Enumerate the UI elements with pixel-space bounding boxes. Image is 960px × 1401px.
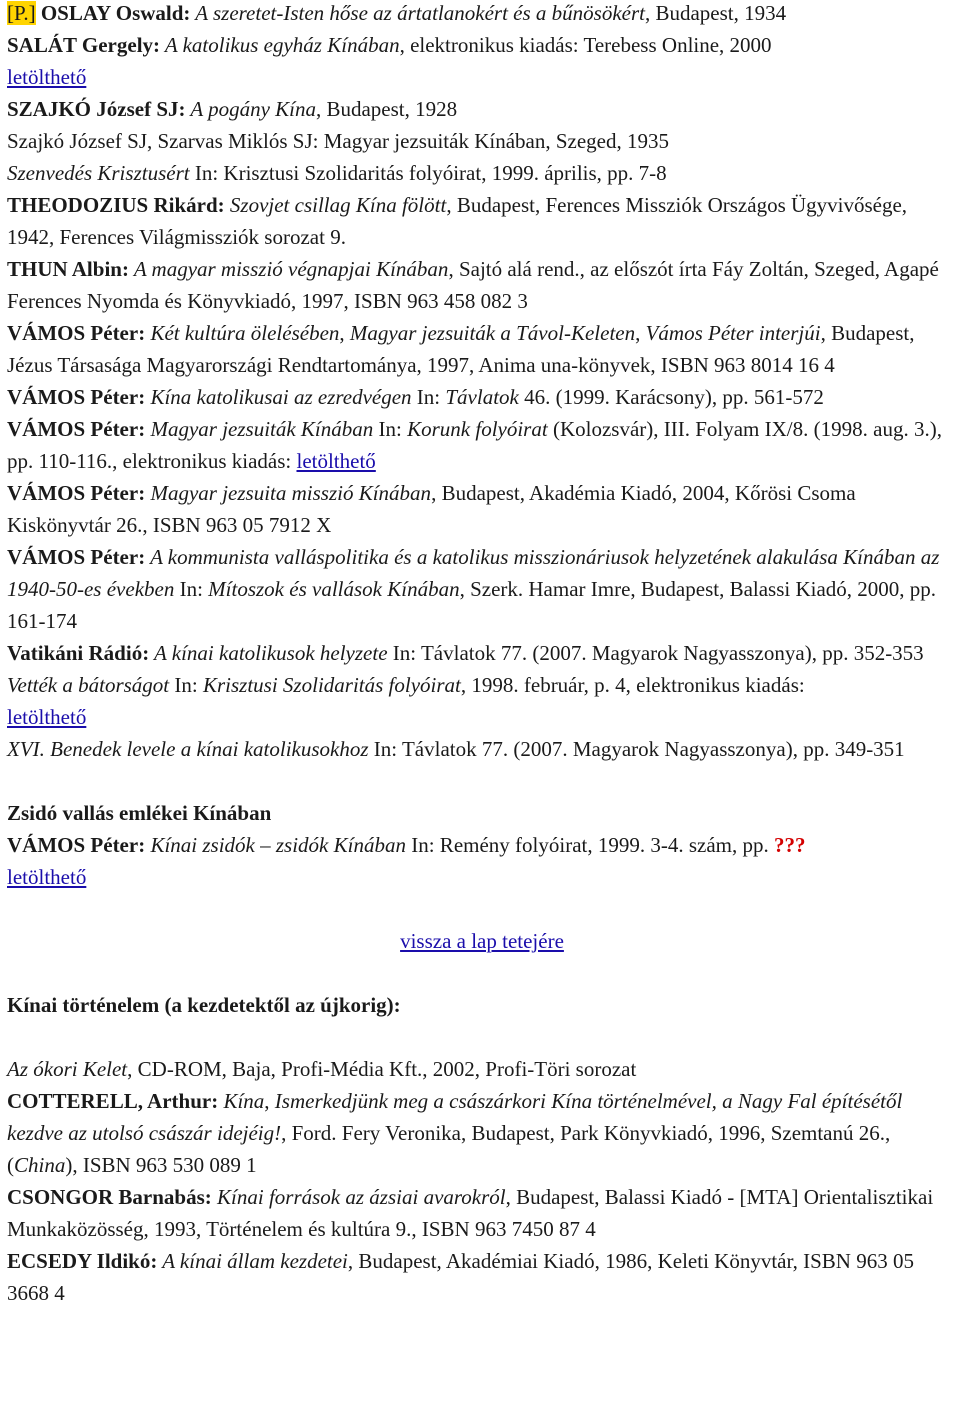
entry-details: 46. (1999. Karácsony), pp. 561-572	[518, 385, 824, 409]
bibliography-entry	[7, 541, 957, 637]
entry-separator: ,	[264, 1089, 275, 1113]
section-heading-jewish: Zsidó vallás emlékei Kínában	[7, 801, 272, 825]
entry-title: Kína	[218, 1089, 265, 1113]
entry-title: Kínai források az ázsiai avarokról	[211, 1185, 506, 1209]
entry-journal: Távlatok	[445, 385, 519, 409]
entry-subtitle: Magyar jezsuiták a Távol-Keleten	[349, 321, 636, 345]
entry-details: (Kolozsvár), III. Folyam IX/8. (1998. aug. 3.), pp. 110-116., elektronikus kiadás:	[7, 417, 942, 473]
entry-details: , Budapest, Akadémia Kiadó, 2004, Kőrösi Csoma Kiskönyvtár 26., ISBN 963 05 7912 X	[7, 481, 856, 537]
entry-author: THUN Albin:	[7, 257, 129, 281]
entry-subtitle: Vámos Péter interjúi	[645, 321, 821, 345]
bibliography-entry	[7, 317, 957, 381]
bibliography-entry	[7, 733, 957, 765]
download-link[interactable]: letölthető	[7, 65, 87, 89]
bibliography-entry	[7, 1181, 957, 1245]
entry-title: Szovjet csillag Kína fölött	[224, 193, 447, 217]
entry-separator: ,	[635, 321, 646, 345]
entry-details: Szajkó József SJ, Szarvas Miklós SJ: Magyar jezsuiták Kínában, Szeged, 1935	[7, 129, 669, 153]
bibliography-entry	[7, 413, 957, 477]
back-to-top-row	[7, 925, 957, 957]
entry-details: In: Távlatok 77. (2007. Magyarok Nagyasszonya), pp. 349-351	[368, 737, 905, 761]
spacer	[7, 1021, 957, 1053]
entry-title: Magyar jezsuiták Kínában	[145, 417, 374, 441]
spacer	[7, 957, 957, 989]
entry-title: A kínai katolikusok helyzete	[149, 641, 388, 665]
entry-title: Az ókori Kelet	[7, 1057, 128, 1081]
entry-title: A kínai állam kezdetei	[157, 1249, 348, 1273]
entry-title: Vették a bátorságot	[7, 673, 170, 697]
entry-title: A pogány Kína	[185, 97, 316, 121]
entry-author: OSLAY Oswald:	[35, 1, 191, 25]
bibliography-entry	[7, 157, 957, 189]
entry-title: XVI. Benedek levele a kínai katolikusokhoz	[7, 737, 369, 761]
entry-title: Két kultúra ölelésében	[145, 321, 340, 345]
entry-original-title: China	[14, 1153, 66, 1177]
download-link[interactable]: letölthető	[296, 449, 376, 473]
entry-details: , CD-ROM, Baja, Profi-Média Kft., 2002, Profi-Töri sorozat	[127, 1057, 637, 1081]
entry-details: In: Távlatok 77. (2007. Magyarok Nagyasszonya), pp. 352-353	[387, 641, 924, 665]
document-page	[7, 0, 957, 1309]
entry-author: Vatikáni Rádió:	[7, 641, 150, 665]
entry-title: A kommunista valláspolitika és a katolikus misszionáriusok helyzetének alakulása Kínában az 1940-50-es években	[7, 545, 940, 601]
entry-author: SZAJKÓ József SJ:	[7, 97, 186, 121]
bibliography-entry	[7, 1245, 957, 1309]
section-heading-history: Kínai történelem (a kezdetektől az újkorig):	[7, 993, 401, 1017]
entry-details: , Ford. Fery Veronika, Budapest, Park Könyvkiadó, 1996, Szemtanú 26., (	[7, 1121, 891, 1177]
entry-details: , elektronikus kiadás: Terebess Online, 2000	[399, 33, 772, 57]
entry-author: COTTERELL, Arthur:	[7, 1089, 219, 1113]
download-link[interactable]: letölthető	[7, 705, 87, 729]
entry-separator: In:	[169, 673, 203, 697]
entry-journal: Krisztusi Szolidaritás folyóirat	[202, 673, 461, 697]
download-link[interactable]: letölthető	[7, 865, 87, 889]
entry-title: Szenvedés Krisztusért	[7, 161, 190, 185]
bibliography-entry	[7, 829, 957, 893]
entry-separator: In:	[373, 417, 408, 441]
missing-pages-marker: ???	[774, 833, 806, 857]
entry-author: SALÁT Gergely:	[7, 33, 161, 57]
entry-author: THEODOZIUS Rikárd:	[7, 193, 225, 217]
entry-title: A katolikus egyház Kínában	[160, 33, 400, 57]
entry-title: Kína katolikusai az ezredvégen	[145, 385, 412, 409]
entry-details: In: Remény folyóirat, 1999. 3-4. szám, pp.	[405, 833, 774, 857]
entry-details: , Budapest, 1934	[644, 1, 787, 25]
bibliography-entry	[7, 253, 957, 317]
entry-author: CSONGOR Barnabás:	[7, 1185, 212, 1209]
entry-details: In: Krisztusi Szolidaritás folyóirat, 1999. április, pp. 7-8	[189, 161, 667, 185]
entry-author: VÁMOS Péter:	[7, 385, 146, 409]
entry-title: Magyar jezsuita misszió Kínában	[145, 481, 432, 505]
entry-title: A magyar misszió végnapjai Kínában	[128, 257, 449, 281]
bibliography-entry	[7, 29, 957, 93]
entry-subtitle: Ismerkedjünk meg a császárkori Kína történelmével, a Nagy Fal építésétől kezdve az utolsó császár idejéig!	[7, 1089, 903, 1145]
entry-separator: ,	[339, 321, 350, 345]
entry-details: , Szerk. Hamar Imre, Budapest, Balassi Kiadó, 2000, pp. 161-174	[7, 577, 937, 633]
bibliography-entry	[7, 93, 957, 125]
page-marker-highlight: [P.]	[7, 1, 36, 25]
bibliography-entry	[7, 381, 957, 413]
bibliography-entry	[7, 669, 957, 733]
entry-author: VÁMOS Péter:	[7, 545, 146, 569]
entry-details: , 1998. február, p. 4, elektronikus kiadás:	[460, 673, 805, 697]
entry-details: , Budapest, Ferences Missziók Országos Ügyvivősége, 1942, Ferences Világmissziók sorozat 9.	[7, 193, 908, 249]
entry-title: Kínai zsidók – zsidók Kínában	[145, 833, 406, 857]
entry-author: VÁMOS Péter:	[7, 833, 146, 857]
bibliography-entry	[7, 189, 957, 253]
entry-details: , Budapest, 1928	[315, 97, 458, 121]
bibliography-entry	[7, 125, 957, 157]
bibliography-entry	[7, 0, 957, 29]
bibliography-entry	[7, 1085, 957, 1181]
entry-details: , Sajtó alá rend., az előszót írta Fáy Zoltán, Szeged, Agapé Ferences Nyomda és Könyvkiadó, 1997, ISBN 963 458 082 3	[7, 257, 939, 313]
spacer	[7, 765, 957, 797]
bibliography-entry	[7, 637, 957, 669]
bibliography-entry	[7, 477, 957, 541]
back-to-top-link[interactable]: vissza a lap tetejére	[400, 929, 564, 953]
entry-author: VÁMOS Péter:	[7, 481, 146, 505]
entry-details: , Budapest, Balassi Kiadó - [MTA] Orientalisztikai Munkaközösség, 1993, Történelem és kultúra 9., ISBN 963 7450 87 4	[7, 1185, 934, 1241]
entry-details: , Budapest, Jézus Társasága Magyarországi Rendtartománya, 1997, Anima una-könyvek, ISBN 963 8014 16 4	[7, 321, 915, 377]
spacer	[7, 893, 957, 925]
entry-separator: In:	[174, 577, 209, 601]
entry-details: ), ISBN 963 530 089 1	[65, 1153, 257, 1177]
entry-journal: Korunk folyóirat	[407, 417, 548, 441]
entry-author: VÁMOS Péter:	[7, 417, 146, 441]
entry-journal: Mítoszok és vallások Kínában	[208, 577, 460, 601]
entry-separator: In:	[411, 385, 446, 409]
entry-details: , Budapest, Akadémiai Kiadó, 1986, Keleti Könyvtár, ISBN 963 05 3668 4	[7, 1249, 914, 1305]
entry-title: A szeretet-Isten hőse az ártatlanokért és a bűnösökért	[190, 1, 645, 25]
entry-author: ECSEDY Ildikó:	[7, 1249, 158, 1273]
bibliography-entry	[7, 1053, 957, 1085]
entry-author: VÁMOS Péter:	[7, 321, 146, 345]
